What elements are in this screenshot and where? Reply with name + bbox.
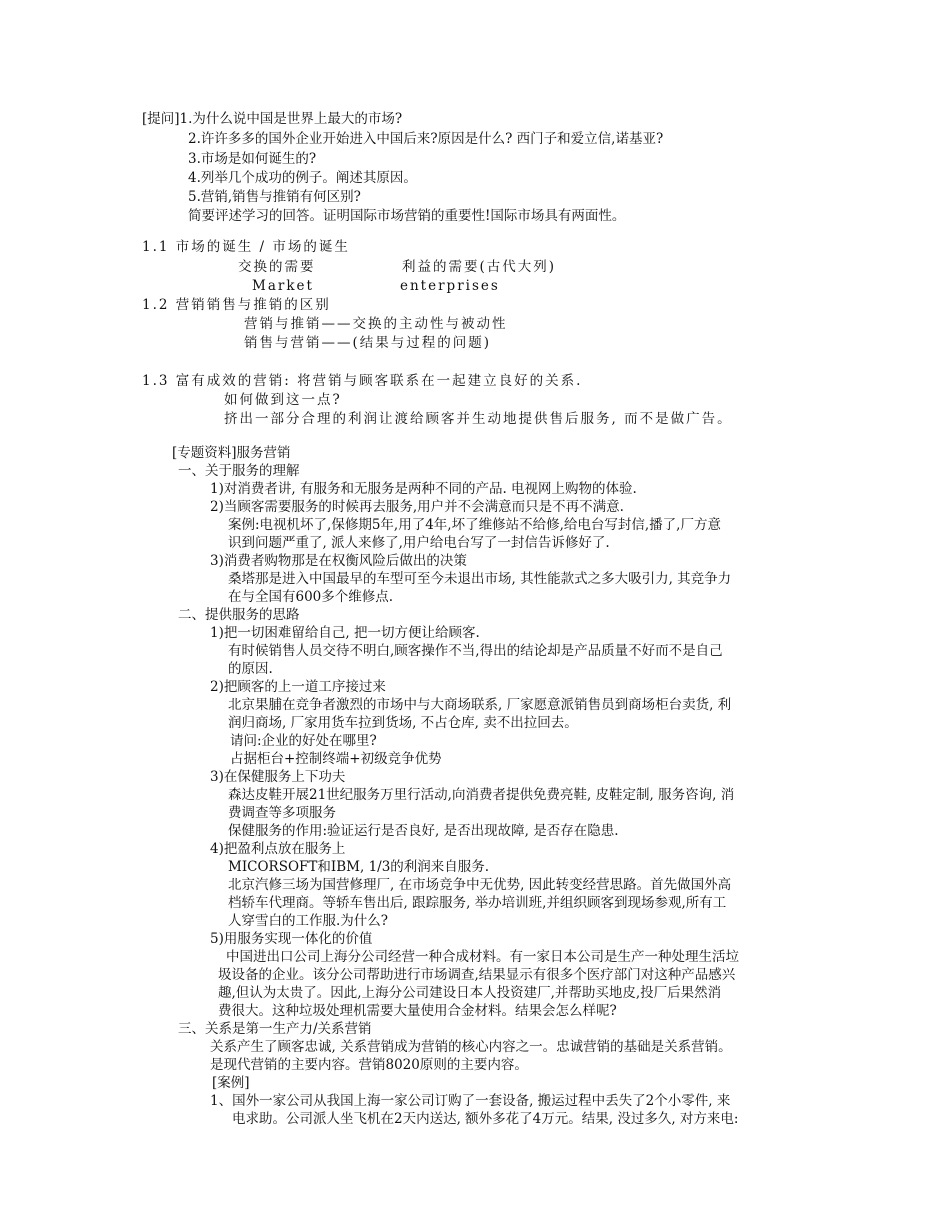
part-2-item-4-text-a: MICORSOFT和IBM, 1/3的利润来自服务.: [228, 859, 490, 875]
part-2-item-2-answer: 占据柜台+控制终端+初级竞争优势: [230, 751, 442, 767]
part-3-line-2: 是现代营销的主要内容。营销8020原则的主要内容。: [210, 1057, 528, 1073]
question-2: 2.许许多多的国外企业开始进入中国后来?原因是什么? 西门子和爱立信,诺基亚?: [188, 131, 664, 147]
question-4: 4.列举几个成功的例子。阐述其原因。: [188, 170, 417, 186]
part-3-case-1-line-a: 1、国外一家公司从我国上海一家公司订购了一套设备, 搬运过程中丢失了2个小零件, 来: [210, 1093, 731, 1109]
part-2-item-2-text-a: 北京果脯在竞争者激烈的市场中与大商场联系, 厂家愿意派销售员到商场柜台卖货, 利: [228, 697, 732, 713]
section-1-1-heading: 1.1 市场的诞生 / 市场的诞生: [142, 239, 350, 255]
part-2-item-4-text-b: 北京汽修三场为国营修理厂, 在市场竞争中无优势, 因此转变经营思路。首先做国外高: [228, 877, 732, 893]
part-3-case-label: [案例]: [212, 1075, 250, 1091]
part-2-item-5: 5)用服务实现一体化的价值: [210, 931, 373, 947]
part-3-line-1: 关系产生了顾客忠诚, 关系营销成为营销的核心内容之一。忠诚营销的基础是关系营销。: [210, 1039, 732, 1055]
section-1-3-line-1: 如何做到这一点?: [224, 392, 342, 408]
section-1-3-line-2: 挤出一部分合理的利润让渡给顾客并生动地提供售后服务, 而不是做广告。: [224, 411, 733, 427]
part-2-title: 二、提供服务的思路: [178, 607, 300, 623]
part-2-item-5-text-b: 圾设备的企业。该分公司帮助进行市场调查,结果显示有很多个医疗部门对这种产品感兴: [218, 967, 736, 983]
part-2-item-4: 4)把盈利点放在服务上: [210, 841, 346, 857]
section-1-2-line-1: 营销与推销——交换的主动性与被动性: [244, 316, 508, 332]
part-2-item-5-text-c: 趣,但认为太贵了。因此,上海分公司建设日本人投资建厂,并帮助买地皮,投厂后果然消: [218, 985, 722, 1001]
section-1-2-heading: 1.2 营销销售与推销的区别: [142, 297, 331, 313]
question-summary: 简要评述学习的回答。证明国际市场营销的重要性!国际市场具有两面性。: [188, 208, 626, 224]
question-5: 5.营销,销售与推销有何区别?: [188, 189, 361, 205]
part-2-item-4-text-d: 人穿雪白的工作服.为什么?: [228, 913, 389, 929]
question-1: [提问]1.为什么说中国是世界上最大的市场?: [142, 111, 403, 127]
section-1-3-heading: 1.3 富有成效的营销: 将营销与顾客联系在一起建立良好的关系.: [142, 373, 583, 389]
part-2-item-1-text-b: 的原因.: [228, 661, 273, 677]
part-3-case-1-line-b: 电求助。公司派人坐飞机在2天内送达, 额外多花了4万元。结果, 没过多久, 对方来电:: [232, 1111, 739, 1127]
part-2-item-3-text-b: 费调查等多项服务: [228, 805, 336, 821]
part-1-item-2-case-b: 识到问题严重了, 派人来修了,用户给电台写了一封信告诉修好了.: [228, 535, 610, 551]
part-2-item-1-text-a: 有时候销售人员交待不明白,顾客操作不当,得出的结论却是产品质量不好而不是自己: [228, 643, 723, 659]
part-2-item-5-text-a: 中国进出口公司上海分公司经营一种合成材料。有一家日本公司是生产一种处理生活垃: [226, 949, 739, 965]
part-1-item-2: 2)当顾客需要服务的时候再去服务,用户并不会满意而只是不再不满意.: [210, 499, 624, 515]
part-2-item-3-text-a: 森达皮鞋开展21世纪服务万里行活动,向消费者提供免费亮鞋, 皮鞋定制, 服务咨询, 消: [228, 787, 735, 803]
part-2-item-3: 3)在保健服务上下功夫: [210, 769, 346, 785]
part-2-item-4-text-c: 档轿车代理商。等轿车售出后, 跟踪服务, 举办培训班,并组织顾客到现场参观,所有工: [228, 895, 727, 911]
part-2-item-2-text-b: 润归商场, 厂家用货车拉到货场, 不占仓库, 卖不出拉回去。: [228, 715, 578, 731]
topic-title: [专题资料]服务营销: [172, 445, 291, 461]
part-1-title: 一、关于服务的理解: [178, 463, 300, 479]
section-1-1-right-en: enterprises: [400, 278, 500, 294]
part-2-item-2-question: 请问:企业的好处在哪里?: [230, 733, 377, 749]
part-1-item-2-case-a: 案例:电视机坏了,保修期5年,用了4年,坏了维修站不给修,给电台写封信,播了,厂方意: [228, 517, 721, 533]
section-1-1-left-en: Market: [252, 278, 314, 294]
section-1-1-right: 利益的需要(古代大列): [402, 259, 557, 275]
section-1-1-left: 交换的需要: [238, 259, 316, 275]
section-1-2-line-2: 销售与营销——(结果与过程的问题): [244, 335, 492, 351]
question-3: 3.市场是如何诞生的?: [188, 151, 317, 167]
part-2-item-2: 2)把顾客的上一道工序接过来: [210, 679, 386, 695]
part-1-item-3-text-b: 在与全国有600多个维修点.: [228, 589, 394, 605]
part-1-item-1: 1)对消费者讲, 有服务和无服务是两种不同的产品. 电视网上购物的体验.: [210, 481, 637, 497]
part-2-item-1: 1)把一切困难留给自己, 把一切方便让给顾客.: [210, 625, 480, 641]
part-1-item-3: 3)消费者购物那是在权衡风险后做出的决策: [210, 553, 467, 569]
part-2-item-5-text-d: 费很大。这种垃圾处理机需要大量使用合金材料。结果会怎么样呢?: [218, 1003, 617, 1019]
part-2-item-3-text-c: 保健服务的作用:验证运行是否良好, 是否出现故障, 是否存在隐患.: [228, 823, 619, 839]
part-3-title: 三、关系是第一生产力/关系营销: [178, 1021, 372, 1037]
part-1-item-3-text-a: 桑塔那是进入中国最早的车型可至今未退出市场, 其性能款式之多大吸引力, 其竞争力: [228, 571, 732, 587]
